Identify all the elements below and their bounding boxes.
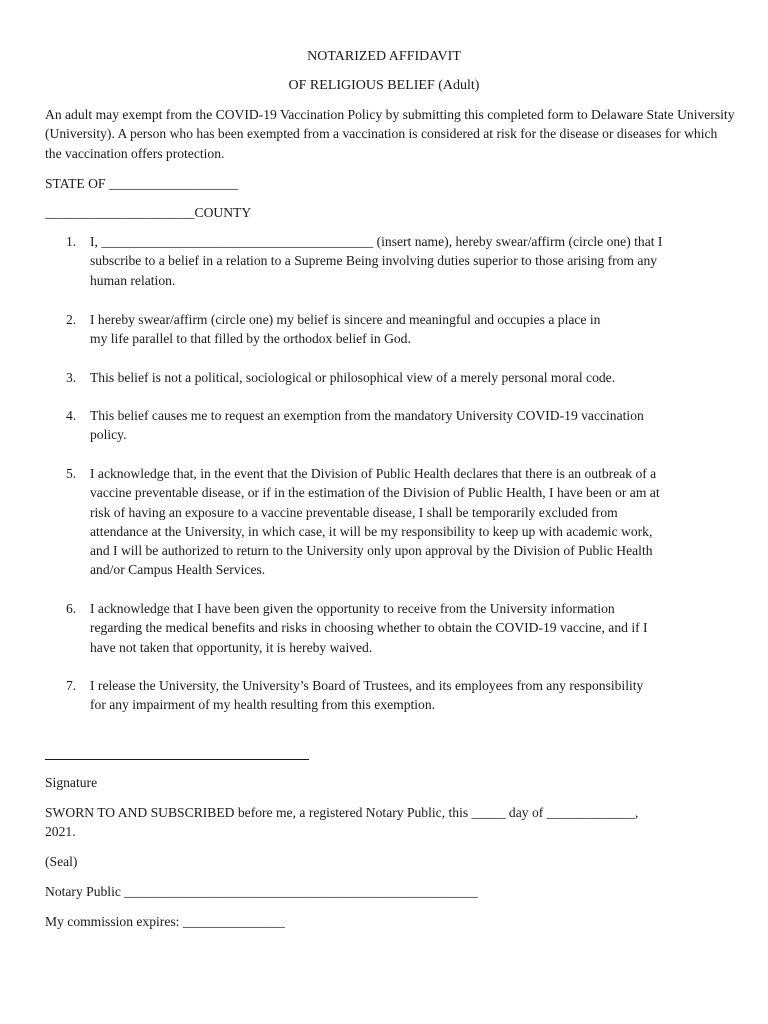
text-line: 2021. <box>45 824 76 840</box>
text-line: This belief causes me to request an exemption from the mandatory University COVID-19 vaccination <box>90 408 644 423</box>
list-number: 5. <box>66 466 77 481</box>
text-line: subscribe to a belief in a relation to a Supreme Being involving duties superior to those arising from any <box>90 253 658 269</box>
text-line: and I will be authorized to return to the University only upon approval by the Division of Public Health <box>90 543 653 559</box>
text-line: regarding the medical benefits and risks in choosing whether to obtain the COVID-19 vaccine, and if I <box>90 620 648 636</box>
sworn-statement <box>45 803 715 842</box>
list-text <box>90 368 726 387</box>
list-item-1 <box>66 232 726 290</box>
intro-paragraph: An adult may exempt from the COVID-19 Vaccination Policy by submitting this completed form to Delaware State University (University). A person who has been exempted from a vaccination is considered at risk for the disease or diseases for which the vaccination offers protection. <box>45 107 735 161</box>
seal-label: (Seal) <box>45 854 78 869</box>
notary-public-field: Notary Public ____________________________________________________ <box>45 884 478 899</box>
text-line: I, ________________________________________ (insert name), hereby swear/affirm (circle one) that I <box>90 234 663 249</box>
text-line: I acknowledge that, in the event that the Division of Public Health declares that there is an outbreak of a <box>90 466 657 481</box>
text-line: and/or Campus Health Services. <box>90 562 266 578</box>
list-text <box>90 310 726 349</box>
county-field: ______________________COUNTY <box>45 205 252 220</box>
state-field: STATE OF ___________________ <box>45 176 239 191</box>
text-line: vaccine preventable disease, or if in the estimation of the Division of Public Health, I have been or am at <box>90 485 660 501</box>
text-line: my life parallel to that filled by the orthodox belief in God. <box>90 331 411 347</box>
list-number: 7. <box>66 678 77 693</box>
list-text <box>90 599 726 657</box>
list-item-2 <box>66 310 726 349</box>
signature-label: Signature <box>45 775 98 790</box>
text-line: This belief is not a political, sociological or philosophical view of a merely personal moral code. <box>90 370 616 385</box>
document-title: NOTARIZED AFFIDAVIT <box>307 49 461 64</box>
list-item-4 <box>66 406 726 445</box>
commission-expires-field: My commission expires: _______________ <box>45 914 285 929</box>
list-text <box>90 464 726 580</box>
list-item-3 <box>66 368 726 387</box>
list-number: 2. <box>66 312 77 327</box>
list-item-5 <box>66 464 726 580</box>
list-number: 4. <box>66 408 77 423</box>
text-line: I acknowledge that I have been given the opportunity to receive from the University information <box>90 601 615 616</box>
list-text <box>90 676 726 715</box>
text-line: have not taken that opportunity, it is hereby waived. <box>90 639 373 655</box>
list-number: 6. <box>66 601 77 616</box>
text-line: policy. <box>90 427 127 443</box>
list-number: 3. <box>66 370 77 385</box>
signature-line <box>45 759 309 760</box>
text-line: attendance at the University, in which case, it will be my responsibility to keep up with academic work, <box>90 523 653 539</box>
text-line: for any impairment of my health resulting from this exemption. <box>90 697 436 713</box>
list-item-7 <box>66 676 726 715</box>
text-line: risk of having an exposure to a vaccine preventable disease, I shall be temporarily excluded from <box>90 504 618 520</box>
list-number: 1. <box>66 234 77 249</box>
document-subtitle: OF RELIGIOUS BELIEF (Adult) <box>288 78 480 93</box>
list-text <box>90 406 726 445</box>
list-text <box>90 232 726 290</box>
text-line: SWORN TO AND SUBSCRIBED before me, a registered Notary Public, this _____ day of _____________, <box>45 805 639 820</box>
text-line: I release the University, the University’s Board of Trustees, and its employees from any responsibility <box>90 678 644 693</box>
list-item-6 <box>66 599 726 657</box>
text-line: I hereby swear/affirm (circle one) my belief is sincere and meaningful and occupies a place in <box>90 312 601 327</box>
text-line: human relation. <box>90 272 176 288</box>
